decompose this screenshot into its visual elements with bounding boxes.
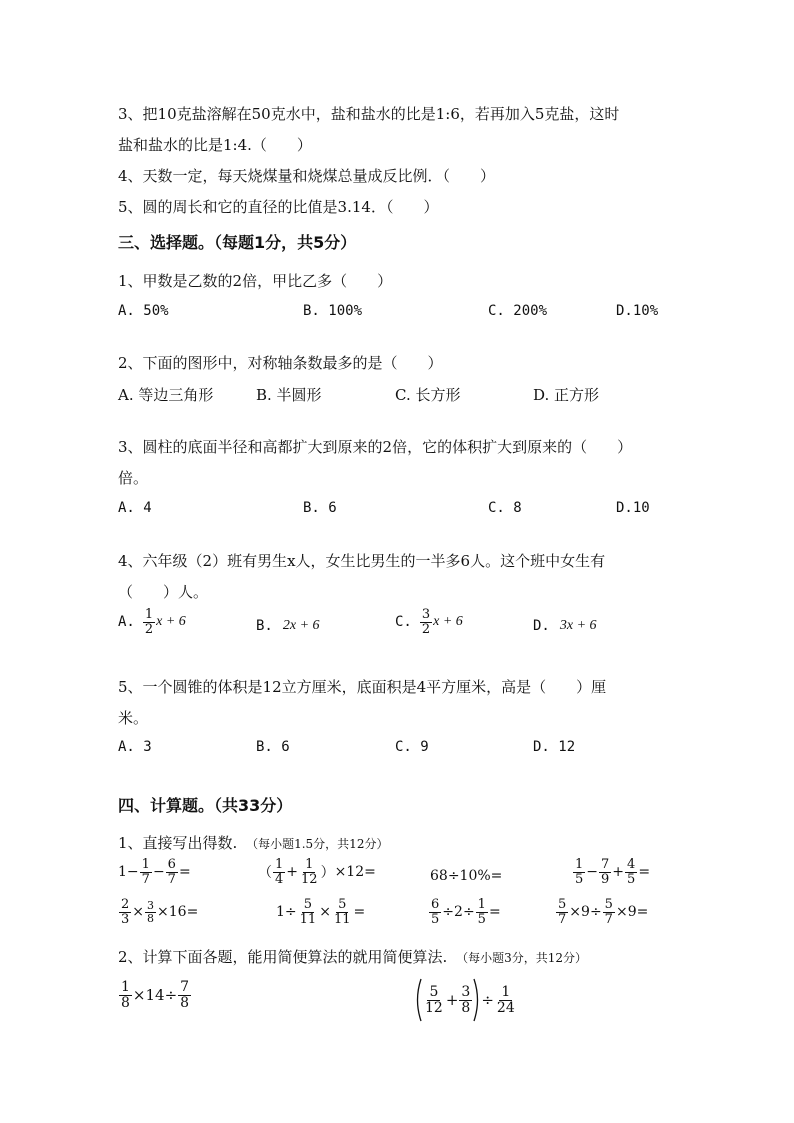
fraction — [599, 858, 611, 886]
denominator: 8 — [147, 911, 155, 925]
s4-part1-title — [118, 832, 388, 853]
judge-q3-line2: 盐和盐水的比是1:4.（ ） — [118, 136, 312, 154]
operator: + — [286, 864, 299, 881]
s3-q5-line2: 米。 — [118, 709, 149, 727]
equals: = — [636, 904, 649, 921]
s3-q4-option-c — [395, 608, 463, 636]
s3-q3-line1: 3、圆柱的底面半径和高都扩大到原来的2倍，它的体积扩大到原来的（ ） — [118, 438, 633, 456]
numerator: 1 — [501, 983, 511, 1000]
left-paren-icon — [414, 978, 422, 1022]
term: 2 — [454, 904, 463, 921]
fraction — [140, 858, 152, 886]
fraction — [298, 898, 319, 926]
s3-q3-option-a: A. 4 — [118, 500, 152, 516]
numerator: 5 — [558, 897, 567, 912]
expression-rest: x + 6 — [433, 614, 463, 630]
s3-q1-option-a: A. 50% — [118, 303, 169, 319]
part-note: （每小题1.5分，共12分） — [246, 837, 389, 851]
option-label: D. — [533, 618, 550, 634]
numerator: 1 — [144, 607, 154, 622]
s3-q4-option-d — [533, 618, 597, 634]
judge-q4: 4、天数一定，每天烧煤量和烧煤总量成反比例．（ ） — [118, 167, 496, 185]
numerator: 1 — [275, 857, 284, 872]
fraction — [273, 858, 285, 886]
numerator: 6 — [167, 857, 176, 872]
operator: ÷ — [284, 904, 297, 921]
fraction — [119, 980, 132, 1010]
fraction — [143, 608, 155, 636]
calc2-1 — [118, 980, 192, 1010]
s3-q5-option-d: D. 12 — [533, 739, 576, 755]
part-title: 1、直接写出得数. — [118, 834, 238, 852]
denominator: 12 — [425, 999, 443, 1016]
denominator: 9 — [601, 871, 610, 887]
operator: ÷ — [442, 904, 455, 921]
expression: 3x + 6 — [559, 618, 597, 633]
fraction — [166, 858, 178, 886]
s3-q1-option-d: D.10% — [616, 303, 659, 319]
operator: + — [445, 991, 459, 1009]
expression: 2x + 6 — [282, 618, 320, 633]
operator: × — [615, 904, 628, 921]
operator: + — [612, 864, 625, 881]
operator: × — [569, 904, 582, 921]
equals: = — [488, 904, 501, 921]
part-title: 2、计算下面各题，能用简便算法的就用简便算法. — [118, 948, 448, 966]
term: 9 — [581, 904, 590, 921]
denominator: 7 — [558, 911, 567, 927]
denominator: 8 — [461, 999, 471, 1016]
numerator: 5 — [429, 983, 439, 1000]
fraction — [420, 608, 432, 636]
numerator: 5 — [604, 897, 613, 912]
fraction — [556, 898, 568, 926]
fraction — [119, 898, 131, 926]
calc-2 — [258, 858, 376, 886]
term: 12 — [346, 864, 365, 881]
equals: = — [178, 864, 191, 881]
operator: × — [132, 904, 145, 921]
calc-7 — [428, 898, 501, 926]
equals: = — [364, 864, 376, 881]
denominator: 2 — [421, 621, 431, 637]
denominator: 2 — [144, 621, 154, 637]
calc-4 — [572, 858, 650, 886]
judge-q5: 5、圆的周长和它的直径的比值是3.14．（ ） — [118, 198, 439, 216]
numerator: 7 — [180, 979, 190, 995]
denominator: 5 — [477, 911, 486, 927]
denominator: 5 — [627, 871, 636, 887]
numerator: 1 — [477, 897, 486, 912]
operator: − — [586, 864, 599, 881]
numerator: 1 — [305, 857, 314, 872]
operator: × — [132, 986, 146, 1005]
denominator: 24 — [496, 999, 515, 1016]
paren: ） — [320, 865, 335, 882]
numerator: 2 — [121, 897, 130, 912]
fraction — [476, 898, 488, 926]
term: 9 — [627, 904, 637, 921]
denominator: 3 — [121, 911, 130, 927]
s3-q5-option-b: B. 6 — [256, 739, 290, 755]
term: 1 — [118, 864, 127, 881]
s3-q3-option-d: D.10 — [616, 500, 650, 516]
denominator: 4 — [275, 871, 284, 887]
fraction — [573, 858, 585, 886]
fraction — [429, 898, 441, 926]
section3-title: 三、选择题。（每题1分，共5分） — [118, 233, 357, 252]
denominator: 12 — [301, 871, 318, 887]
s3-q5-option-a: A. 3 — [118, 739, 152, 755]
operator: ÷ — [481, 991, 494, 1009]
fraction — [603, 898, 615, 926]
s3-q4-option-b — [256, 618, 320, 634]
calc-1 — [118, 858, 191, 886]
fraction — [625, 858, 637, 886]
s3-q2: 2、下面的图形中，对称轴条数最多的是（ ） — [118, 354, 443, 372]
equals: = — [638, 864, 651, 881]
calc-6 — [276, 898, 365, 926]
operator: × — [319, 904, 331, 921]
s3-q3-option-c: C. 8 — [488, 500, 522, 516]
calc2-2 — [414, 978, 518, 1022]
s3-q4-line1: 4、六年级（2）班有男生x人，女生比男生的一半多6人。这个班中女生有 — [118, 552, 606, 570]
calc-5 — [118, 898, 198, 926]
denominator: 7 — [604, 911, 613, 927]
denominator: 7 — [141, 871, 150, 887]
fraction — [495, 985, 517, 1015]
numerator: 6 — [431, 897, 440, 912]
paren: （ — [258, 865, 272, 882]
denominator: 5 — [575, 871, 584, 887]
option-label: B. — [256, 618, 273, 634]
s3-q4-line2: （ ）人。 — [118, 583, 209, 601]
operator: × — [157, 904, 169, 921]
denominator: 8 — [121, 994, 130, 1011]
part-note: （每小题3分，共12分） — [456, 951, 588, 965]
operator: ÷ — [164, 986, 178, 1005]
numerator: 3 — [421, 607, 431, 622]
fraction — [459, 985, 472, 1015]
operator: − — [126, 864, 139, 881]
s3-q1-option-b: B. 100% — [303, 303, 363, 319]
s3-q3-option-b: B. 6 — [303, 500, 337, 516]
numerator: 7 — [601, 857, 610, 872]
denominator: 7 — [167, 871, 176, 887]
s3-q2-option-a: A. 等边三角形 — [118, 386, 214, 404]
judge-q3-line1: 3、把10克盐溶解在50克水中，盐和盐水的比是1:6，若再加入5克盐，这时 — [118, 105, 620, 123]
operator: − — [152, 864, 165, 881]
numerator: 1 — [575, 857, 584, 872]
expression: 68÷10%= — [430, 868, 503, 884]
equals: = — [353, 904, 366, 921]
numerator: 5 — [303, 897, 313, 912]
s3-q2-option-b: B. 半圆形 — [256, 386, 322, 404]
fraction — [178, 980, 191, 1010]
calc-3 — [430, 868, 502, 884]
operator: ÷ — [589, 904, 602, 921]
operator: × — [334, 864, 347, 881]
s3-q3-line2: 倍。 — [118, 469, 149, 487]
calc-8 — [555, 898, 648, 926]
s3-q2-option-d: D. 正方形 — [533, 386, 600, 404]
numerator: 1 — [121, 979, 130, 995]
option-label: A. — [118, 614, 135, 631]
numerator: 3 — [461, 983, 471, 1000]
fraction — [332, 898, 353, 926]
numerator: 3 — [147, 899, 155, 913]
fraction — [299, 858, 320, 886]
term: 1 — [276, 904, 285, 921]
right-paren-icon — [473, 978, 481, 1022]
equals: = — [186, 904, 199, 921]
denominator: 11 — [299, 911, 317, 927]
denominator: 8 — [180, 994, 190, 1011]
denominator: 11 — [333, 911, 351, 927]
s3-q1-option-c: C. 200% — [488, 303, 548, 319]
expression-rest: x + 6 — [156, 614, 186, 630]
operator: ÷ — [462, 904, 475, 921]
s3-q5-option-c: C. 9 — [395, 739, 429, 755]
s3-q5-line1: 5、一个圆锥的体积是12立方厘米，底面积是4平方厘米，高是（ ）厘 — [118, 678, 607, 696]
section4-title: 四、计算题。（共33分） — [118, 796, 293, 815]
s4-part2-title — [118, 946, 587, 967]
s3-q1: 1、甲数是乙数的2倍，甲比乙多（ ） — [118, 272, 393, 290]
option-label: C. — [395, 614, 412, 631]
numerator: 1 — [141, 857, 150, 872]
fraction — [145, 900, 156, 924]
s3-q4-option-a — [118, 608, 186, 636]
denominator: 5 — [431, 911, 440, 927]
s3-q2-option-c: C. 长方形 — [395, 386, 461, 404]
term: 16 — [168, 904, 187, 921]
numerator: 4 — [627, 857, 636, 872]
fraction — [423, 985, 445, 1015]
numerator: 5 — [338, 897, 347, 912]
term: 14 — [145, 986, 165, 1005]
